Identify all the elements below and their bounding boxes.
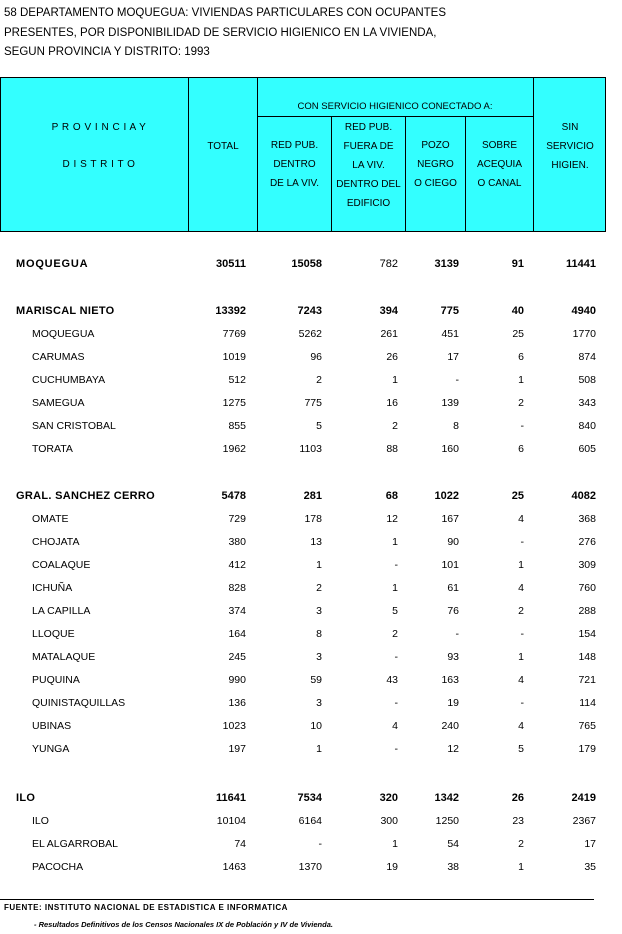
row-value: - [455,628,459,640]
header-sin [534,118,606,175]
header-pozo [406,136,465,193]
row-value: 101 [441,559,459,571]
table-row [0,859,606,879]
row-value: 4 [392,720,398,732]
row-value: 10104 [216,815,246,827]
row-value: 8 [453,420,459,432]
row-name: ICHUÑA [32,582,73,594]
row-value: 721 [578,674,596,686]
row-value: 5478 [221,490,246,502]
header-distrito: D I S T R I T O [62,159,136,170]
row-value: 76 [447,605,459,617]
header-sobre-line: ACEQUIA [476,159,522,170]
row-value: 1019 [222,351,246,363]
footer-source: FUENTE: INSTITUTO NACIONAL DE ESTADISTICA E INFORMATICA [4,903,288,912]
row-value: 4940 [571,305,596,317]
row-value: 7534 [297,792,322,804]
table-row [0,672,606,692]
header-con-servicio: CON SERVICIO HIGIENICO CONECTADO A: [297,101,493,112]
row-value: 1 [518,559,524,571]
table-row [0,741,606,761]
row-value: 1 [518,861,524,873]
row-value: 1962 [222,443,246,455]
row-value: 6164 [298,815,322,827]
row-value: 2367 [572,815,596,827]
row-value: 729 [228,513,246,525]
row-name: COALAQUE [32,559,91,571]
row-value: 17 [584,838,596,850]
row-value: 760 [578,582,596,594]
row-value: 61 [447,582,459,594]
row-value: 68 [385,490,398,502]
row-name: PUQUINA [32,674,80,686]
row-name: CHOJATA [32,536,80,548]
row-value: 1103 [299,443,322,455]
row-value: 6 [518,351,524,363]
row-name: OMATE [32,513,69,525]
header-red-fuera-line: EDIFICIO [346,198,391,209]
row-value: 179 [578,743,596,755]
row-name: MOQUEGUA [32,328,95,340]
row-value: 374 [228,605,246,617]
row-name: CARUMAS [32,351,85,363]
table-row [0,326,606,346]
table-row [0,718,606,738]
row-value: 245 [228,651,246,663]
row-value: 197 [228,743,246,755]
row-name: TORATA [32,443,73,455]
footer-divider [0,899,594,900]
header-red-dentro-line: DE LA VIV. [269,178,320,189]
row-value: 35 [584,861,596,873]
row-value: 167 [441,513,459,525]
row-value: 12 [447,743,459,755]
row-value: 412 [228,559,246,571]
header-sin-line: HIGIEN. [551,160,589,171]
header-total: TOTAL [207,141,239,152]
row-value: - [520,420,524,432]
row-value: 4 [518,582,524,594]
row-name: CUCHUMBAYA [32,374,106,386]
row-name: LLOQUE [32,628,75,640]
row-value: 1 [392,838,398,850]
row-name: PACOCHA [32,861,84,873]
table-row [0,511,606,531]
row-value: 512 [228,374,246,386]
table-row [0,649,606,669]
row-value: 25 [511,490,524,502]
row-value: 782 [379,258,398,270]
row-value: 1023 [222,720,246,732]
row-value: 3 [316,697,322,709]
row-value: - [394,559,398,571]
row-value: 1370 [298,861,322,873]
row-value: 1 [518,374,524,386]
header-red-dentro-line: RED PUB. [270,140,319,151]
header-pozo-line: NEGRO [417,159,454,170]
header-red-fuera-line: LA VIV. [352,160,385,171]
row-value: 74 [234,838,246,850]
row-value: 7769 [222,328,246,340]
row-name: MOQUEGUA [16,258,89,270]
table-header [0,77,606,232]
row-value: 3 [316,651,322,663]
row-name: UBINAS [32,720,72,732]
row-value: 11441 [566,258,596,270]
row-value: 300 [380,815,398,827]
row-value: 380 [228,536,246,548]
row-value: 12 [386,513,398,525]
row-value: 139 [441,397,459,409]
table-row [0,790,606,810]
row-value: 114 [579,697,596,709]
table-row [0,372,606,392]
table-row [0,557,606,577]
row-value: 6 [518,443,524,455]
table-title [4,4,446,63]
table-row [0,534,606,554]
table-row [0,580,606,600]
row-value: 5 [392,605,398,617]
row-value: 26 [511,792,524,804]
row-value: - [318,838,322,850]
title-line-3: SEGUN PROVINCIA Y DISTRITO: 1993 [4,46,210,58]
row-value: 8 [316,628,322,640]
row-value: 88 [386,443,398,455]
row-value: 4082 [571,490,596,502]
row-value: 1 [392,582,398,594]
header-sobre-line: O CANAL [477,178,522,189]
row-value: 775 [304,397,322,409]
row-name: LA CAPILLA [32,605,91,617]
table-row [0,349,606,369]
header-sin-line: SERVICIO [546,141,594,152]
table-row [0,813,606,833]
row-value: 40 [511,305,524,317]
row-value: 1250 [435,815,459,827]
row-value: 508 [578,374,596,386]
row-value: 16 [386,397,398,409]
row-value: 990 [228,674,246,686]
row-value: 605 [578,443,596,455]
header-red-fuera-line: FUERA DE [343,141,394,152]
row-value: 54 [447,838,459,850]
header-red-fuera-line: RED PUB. [344,122,393,133]
row-value: - [394,697,398,709]
row-value: 775 [440,305,459,317]
row-name: MARISCAL NIETO [16,305,115,317]
row-value: 11641 [216,792,246,804]
row-value: 5 [518,743,524,755]
row-value: 38 [447,861,459,873]
header-pozo-line: POZO [421,140,450,151]
header-sobre-line: SOBRE [481,140,517,151]
row-value: 148 [578,651,596,663]
row-value: 136 [228,697,246,709]
row-value: 19 [447,697,459,709]
header-red-fuera-line: DENTRO DEL [336,179,401,190]
row-value: 1 [518,651,524,663]
row-value: 2419 [571,792,596,804]
row-value: 25 [512,328,524,340]
row-value: 828 [228,582,246,594]
table-row [0,303,606,323]
row-value: 840 [578,420,596,432]
row-value: 1 [392,536,398,548]
header-red-dentro-line: DENTRO [273,159,316,170]
row-value: 451 [441,328,459,340]
row-value: 394 [379,305,398,317]
row-value: 10 [310,720,322,732]
row-name: YUNGA [32,743,70,755]
row-value: 4 [518,674,524,686]
row-value: 765 [578,720,596,732]
row-value: 13 [310,536,322,548]
row-value: 4 [518,720,524,732]
row-name: MATALAQUE [32,651,96,663]
row-name: EL ALGARROBAL [32,838,118,850]
row-value: 2 [316,374,322,386]
header-provincia: P R O V I N C I A Y [51,122,147,133]
header-sin-line: SIN [561,122,579,133]
row-value: 4 [518,513,524,525]
row-value: 288 [578,605,596,617]
row-value: 855 [228,420,246,432]
row-value: 1342 [434,792,459,804]
row-value: 1770 [572,328,596,340]
row-value: 1022 [434,490,459,502]
row-name: SAN CRISTOBAL [32,420,116,432]
row-value: 1 [316,559,322,571]
row-value: 1 [392,374,398,386]
row-value: 3139 [434,258,459,270]
row-value: 2 [392,420,398,432]
table-row [0,695,606,715]
row-value: 320 [379,792,398,804]
table-row [0,256,606,276]
row-value: - [394,743,398,755]
row-value: 1 [316,743,322,755]
row-value: 343 [578,397,596,409]
footer-note: - Resultados Definitivos de los Censos Nacionales IX de Población y IV de Vivienda. [34,920,333,929]
row-value: 30511 [216,258,246,270]
title-line-1: 58 DEPARTAMENTO MOQUEGUA: VIVIENDAS PARTICULARES CON OCUPANTES [4,7,446,19]
table-row [0,395,606,415]
header-red-dentro [258,136,331,193]
row-value: 5 [316,420,322,432]
row-value: 96 [310,351,322,363]
header-divider [257,116,533,117]
row-name: QUINISTAQUILLAS [32,697,126,709]
title-line-2: PRESENTES, POR DISPONIBILIDAD DE SERVICIO HIGIENICO EN LA VIVIENDA, [4,26,437,39]
row-value: 240 [441,720,459,732]
row-value: 154 [578,628,596,640]
row-value: 309 [578,559,596,571]
row-value: 163 [441,674,459,686]
row-value: 2 [316,582,322,594]
table-row [0,836,606,856]
row-value: 15058 [291,258,322,270]
table-row [0,626,606,646]
header-red-fuera [332,118,405,213]
table-row [0,603,606,623]
row-value: 5262 [298,328,322,340]
table-row [0,441,606,461]
row-value: 368 [578,513,596,525]
row-value: 2 [392,628,398,640]
row-value: 2 [518,605,524,617]
row-value: 3 [316,605,322,617]
row-value: 261 [380,328,398,340]
row-value: 26 [386,351,398,363]
row-value: 93 [447,651,459,663]
row-name: ILO [16,792,36,804]
row-value: 178 [304,513,322,525]
row-value: - [394,651,398,663]
row-value: 276 [578,536,596,548]
row-value: 13392 [215,305,246,317]
row-value: 23 [512,815,524,827]
table-row [0,488,606,508]
row-value: 2 [518,838,524,850]
row-value: - [520,697,524,709]
row-name: ILO [32,815,49,827]
row-value: 1275 [222,397,246,409]
table-row [0,418,606,438]
row-value: 7243 [297,305,322,317]
row-name: GRAL. SANCHEZ CERRO [16,490,155,502]
row-value: 19 [386,861,398,873]
row-value: 2 [518,397,524,409]
row-value: - [455,374,459,386]
row-value: 160 [441,443,459,455]
row-value: 1463 [222,861,246,873]
row-value: 281 [303,490,322,502]
row-value: 17 [447,351,459,363]
row-value: 90 [447,536,459,548]
row-value: - [520,536,524,548]
row-value: 164 [228,628,246,640]
row-value: 59 [310,674,322,686]
row-value: - [520,628,524,640]
header-pozo-line: O CIEGO [414,178,457,189]
row-value: 43 [386,674,398,686]
row-value: 91 [511,258,524,270]
row-name: SAMEGUA [32,397,85,409]
row-value: 874 [578,351,596,363]
header-sobre [466,136,533,193]
